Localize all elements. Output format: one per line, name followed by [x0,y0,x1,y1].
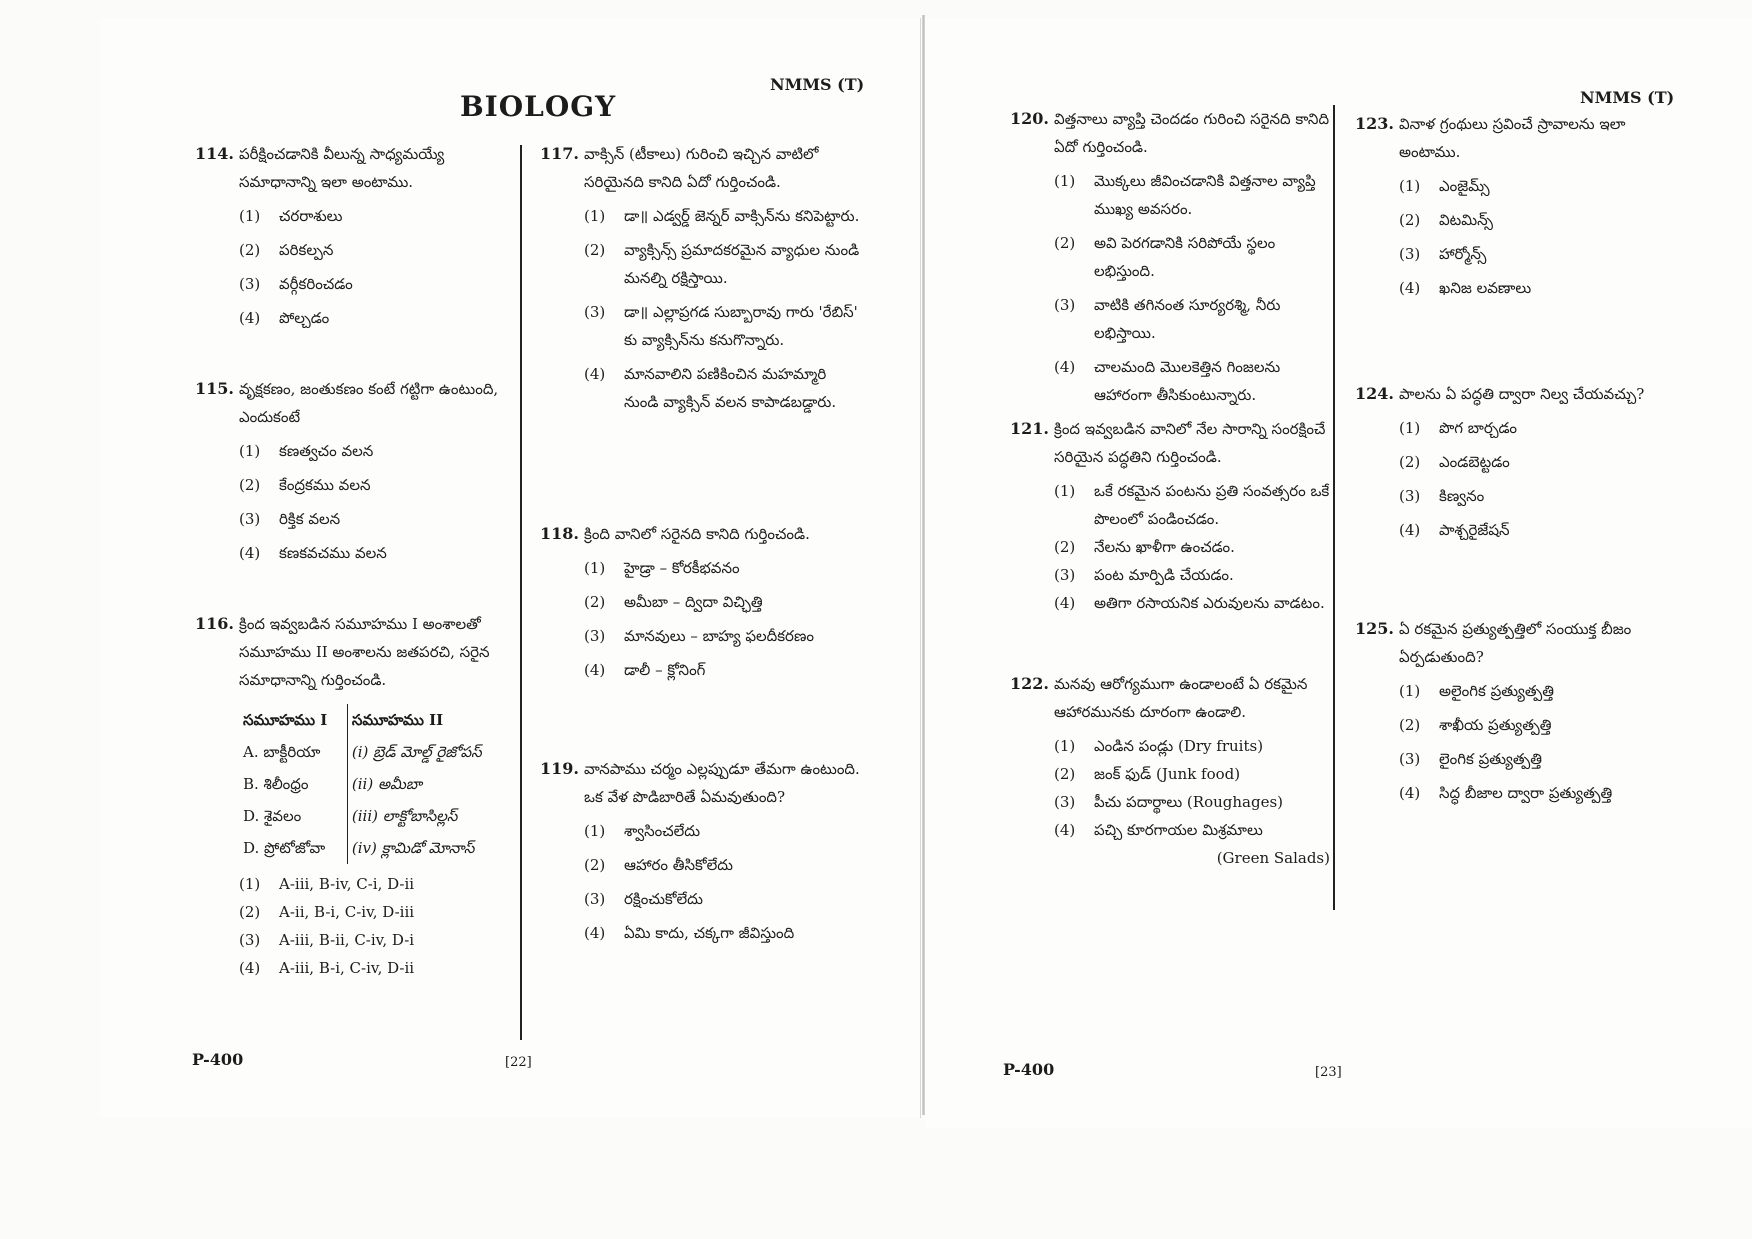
option: (1) కణత్వచం వలన [239,442,374,460]
option: (2) ఆహారం తీసికోలేదు [584,856,733,874]
table-header-group-1: సమూహము I [239,704,347,736]
question-120 [1010,105,1330,415]
option: (3) మానవులు – బాహ్య ఫలదీకరణం [584,627,814,645]
question-125 [1355,615,1685,813]
table-row: A. బాక్టీరియా (i) బ్రెడ్ మోల్డ్ రైజోపస్ [239,736,509,768]
option: (2) A-ii, B-i, C-iv, D-iii [239,903,415,921]
option: (2) అవి పెరగడానికి సరిపోయే స్థలం లభిస్తుంది. [1054,234,1276,280]
option: (1) ఎండిన పండ్లు (Dry fruits) [1054,737,1264,755]
option-extra: (Green Salads) [1216,849,1330,867]
option: (2) పరికల్పన [239,241,334,259]
option: (4) డాలీ – క్లోనింగ్ [584,661,706,679]
option: (3) పంట మార్పిడి చేయడం. [1054,566,1234,584]
question-text: పాలను ఏ పద్ధతి ద్వారా నిల్వ చేయవచ్చు? [1399,385,1645,403]
option: (2) అమీబా – ద్విదా విచ్ఛిత్తి [584,593,763,611]
question-number: 122. [1010,674,1049,693]
table-row: D. శైవలం (iii) లాక్టోబాసిల్లస్ [239,800,509,832]
option: (2) శాఖీయ ప్రత్యుత్పత్తి [1399,716,1552,734]
option: (4) కణకవచము వలన [239,544,387,562]
question-number: 116. [195,614,234,633]
question-121 [1010,415,1330,617]
option: (2) కేంద్రకము వలన [239,476,371,494]
option: (3) వాటికి తగినంత సూర్యరశ్మి, నీరు లభిస్తాయి. [1054,296,1281,342]
question-text: మనవు ఆరోగ్యముగా ఉండాలంటే ఏ రకమైన ఆహారమునకు దూరంగా ఉండాలి. [1054,675,1308,721]
question-number: 121. [1010,419,1049,438]
option: (4) పోల్చడం [239,309,330,327]
column-divider [1333,105,1335,910]
option: (3) రిక్తిక వలన [239,510,341,528]
question-number: 114. [195,144,234,163]
question-text: క్రింద ఇవ్వబడిన వానిలో నేల సారాన్ని సంరక్షించే సరియైన పద్ధతిని గుర్తించండి. [1054,420,1326,466]
question-123 [1355,110,1685,308]
option: (3) లైంగిక ప్రత్యుత్పత్తి [1399,750,1542,768]
option: (2) విటమిన్స్ [1399,211,1494,229]
option: (3) A-iii, B-ii, C-iv, D-i [239,931,415,949]
option: (1) మొక్కలు జీవించడానికి విత్తనాల వ్యాప్తి ముఖ్య అవసరం. [1054,172,1316,218]
question-text: వృక్షకణం, జంతుకణం కంటే గట్టిగా ఉంటుంది, ఎందుకంటే [239,380,499,426]
option: (4) మానవాలిని పణికించిన మహమ్మారి నుండి వ్యాక్సిన్ వలన కాపాడబడ్డారు. [584,365,837,411]
option: (3) పీచు పదార్థాలు (Roughages) [1054,793,1284,811]
option: (3) వర్గీకరించడం [239,275,353,293]
question-number: 119. [540,759,579,778]
question-text: వానపాము చర్మం ఎల్లప్పుడూ తేమగా ఉంటుంది. ఒక వేళ పొడిబారితే ఏమవుతుంది? [584,760,860,806]
question-117 [540,140,860,422]
question-number: 118. [540,524,579,543]
right-header: NMMS (T) [1580,88,1675,107]
question-number: 123. [1355,114,1394,133]
question-number: 124. [1355,384,1394,403]
question-122 [1010,670,1330,872]
question-text: వినాళ గ్రంథులు స్రవించే స్రావాలను ఇలా అంటాము. [1399,115,1626,161]
question-number: 115. [195,379,234,398]
question-text: ఏ రకమైన ప్రత్యుత్పత్తిలో సంయుక్త బీజం ఏర్పడుతుంది? [1399,620,1632,666]
table-row: B. శిలీంధ్రం (ii) అమీబా [239,768,509,800]
question-text: క్రింద ఇవ్వబడిన సమూహము I అంశాలతో సమూహము II అంశాలను జతపరచి, సరైన సమాధానాన్ని గుర్తించండి. [239,615,490,689]
question-119 [540,755,860,953]
table-row: D. ప్రోటోజోవా (iv) క్లామిడో మోనాస్ [239,832,509,864]
option: (1) అలైంగిక ప్రత్యుత్పత్తి [1399,682,1554,700]
question-114 [195,140,515,338]
question-number: 125. [1355,619,1394,638]
option: (1) ఒకే రకమైన పంటను ప్రతి సంవత్సరం ఒకే పొలంలో పండించడం. [1054,482,1330,528]
question-number: 120. [1010,109,1049,128]
option: (2) ఎండబెట్టడం [1399,453,1510,471]
question-116 [195,610,515,982]
option: (1) శ్వాసించలేదు [584,822,701,840]
option: (4) పాశ్చరైజేషన్ [1399,521,1510,539]
option: (4) చాలమంది మొలకెత్తిన గింజలను ఆహారంగా తీసికుంటున్నారు. [1054,358,1281,404]
left-page-number: [22] [505,1055,532,1070]
option: (2) వ్యాక్సిన్స్ ప్రమాదకరమైన వ్యాధుల నుండి మనల్ని రక్షిస్తాయి. [584,241,860,287]
option: (4) పచ్చి కూరగాయల మిశ్రమాలు [1054,821,1263,839]
question-number: 117. [540,144,579,163]
option: (2) జంక్ ఫుడ్ (Junk food) [1054,765,1241,783]
table-header-group-2: సమూహము II [351,711,444,729]
column-divider [520,145,522,1040]
option: (3) హార్మోన్స్ [1399,245,1487,263]
option: (4) A-iii, B-i, C-iv, D-ii [239,959,415,977]
question-text: వాక్సిన్ (టీకాలు) గురించి ఇచ్చిన వాటిలో సరియైనది కానిది ఏదో గుర్తించండి. [584,145,819,191]
question-124 [1355,380,1685,550]
option: (2) నేలను ఖాళీగా ఉంచడం. [1054,538,1235,556]
left-header: NMMS (T) [770,75,865,94]
option: (1) డా॥ ఎడ్వర్డ్ జెన్నర్ వాక్సిన్‌ను కనిపెట్టారు. [584,207,860,225]
option: (3) డా॥ ఎల్లాప్రగడ సుబ్బారావు గారు 'రేబిస్' కు వ్యాక్సిన్‌ను కనుగొన్నారు. [584,303,858,349]
option: (1) పొగ బార్చడం [1399,419,1518,437]
option: (4) సిద్ధ బీజాల ద్వారా ప్రత్యుత్పత్తి [1399,784,1613,802]
match-table [239,704,509,864]
question-text: పరీక్షించడానికి వీలున్న సాధ్యమయ్యే సమాధానాన్ని ఇలా అంటాము. [239,145,445,191]
option: (3) రక్షించుకోలేదు [584,890,703,908]
option: (4) అతిగా రసాయనిక ఎరువులను వాడటం. [1054,594,1325,612]
left-footer-code: P-400 [192,1050,244,1069]
question-text: విత్తనాలు వ్యాప్తి చెందడం గురించి సరైనది కానిది ఏదో గుర్తించండి. [1054,110,1330,156]
option: (1) ఎంజైమ్స్ [1399,177,1490,195]
right-footer-code: P-400 [1003,1060,1055,1079]
option: (3) కిణ్వనం [1399,487,1485,505]
option: (4) ఖనిజ లవణాలు [1399,279,1532,297]
option: (1) హైడ్రా – కోరకీభవనం [584,559,740,577]
right-page-number: [23] [1315,1065,1342,1080]
question-118 [540,520,860,690]
question-115 [195,375,515,573]
option: (4) ఏమి కాదు, చక్కగా జీవిస్తుంది [584,924,795,942]
option: (1) A-iii, B-iv, C-i, D-ii [239,875,415,893]
subject-title: BIOLOGY [460,90,617,123]
option: (1) చరరాశులు [239,207,343,225]
question-text: క్రింది వానిలో సరైనది కానిది గుర్తించండి. [584,525,810,543]
